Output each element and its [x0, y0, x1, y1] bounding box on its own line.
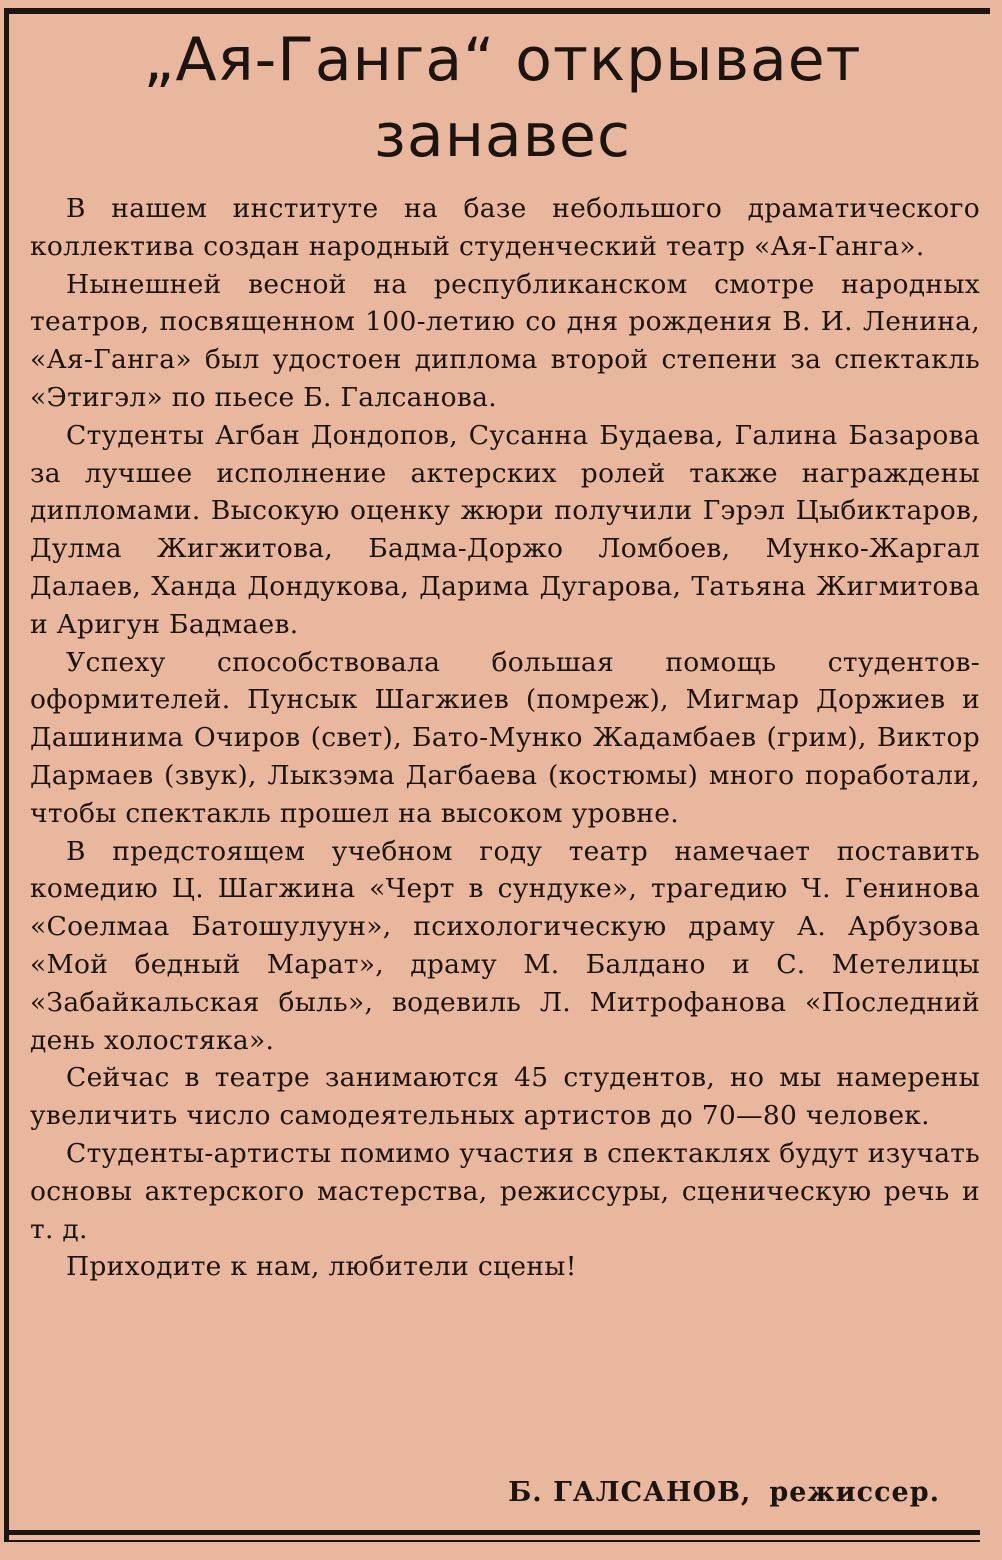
article-headline [30, 22, 975, 174]
headline-line-1: „Ая-Ганга“ открывает [143, 25, 862, 95]
paragraph-2: Нынешней весной на республиканском смотре народных театров, посвященном 100-летию со дня рождения В. И. Ленина, «Ая-Ганга» был удостоен диплома второй степени за спектакль «Этигэл» по пьесе Б. Галсанова. [30, 268, 980, 413]
author-signature [30, 1474, 940, 1512]
paragraph-7: Студенты-артисты помимо участия в спектаклях будут изучать основы актерского мастерства, режиссуры, сценическую речь и т. д. [30, 1137, 980, 1245]
paragraph-3: Студенты Агбан Дондопов, Сусанна Будаева, Галина Базарова за лучшее исполнение актерских ролей также награждены дипломами. Высокую оценку жюри получили Гэрэл Цыбиктаров, Дулма Жигжитова, Бадма-Доржо Ломбоев, Мунко-Жаргал Далаев, Ханда Дондукова, Дарима Дугарова, Татьяна Жигмитова и Аригун Бадмаев. [30, 419, 980, 640]
bottom-border-rule [4, 1530, 980, 1535]
paragraph-8: Приходите к нам, любители сцены! [66, 1251, 577, 1283]
left-border-rule [4, 8, 9, 1540]
top-border-rule [4, 8, 990, 14]
paragraph-6: Сейчас в театре занимаются 45 студентов, но мы намерены увеличить число самодеятельных артистов до 70—80 человек. [30, 1062, 980, 1132]
paragraph-5: В предстоящем учебном году театр намечает поставить комедию Ц. Шагжина «Черт в сундуке», трагедию Ч. Генинова «Соелмаа Батошулуун», психологическую драму А. Арбузова «Мой бедный Марат», драму М. Балдано и С. Метелицы «Забайкальская быль», водевиль Л. Митрофанова «Последний день холостяка». [30, 835, 980, 1056]
bottom-border-rule-thin [4, 1540, 980, 1542]
article-body [30, 190, 980, 1286]
author-role: режиссер. [769, 1477, 940, 1508]
author-name: Б. ГАЛСАНОВ, [508, 1477, 752, 1508]
paragraph-4: Успеху способствовала большая помощь студентов-оформителей. Пунсык Шагжиев (помреж), Мигмар Доржиев и Дашинима Очиров (свет), Бато-Мунко Жадамбаев (грим), Виктор Дармаев (звук), Лыкзэма Дагбаева (костюмы) много поработали, чтобы спектакль прошел на высоком уровне. [30, 646, 980, 829]
headline-line-2: занавес [374, 101, 631, 171]
paragraph-1: В нашем институте на базе небольшого драматического коллектива создан народный студенческий театр «Ая-Ганга». [30, 193, 980, 262]
